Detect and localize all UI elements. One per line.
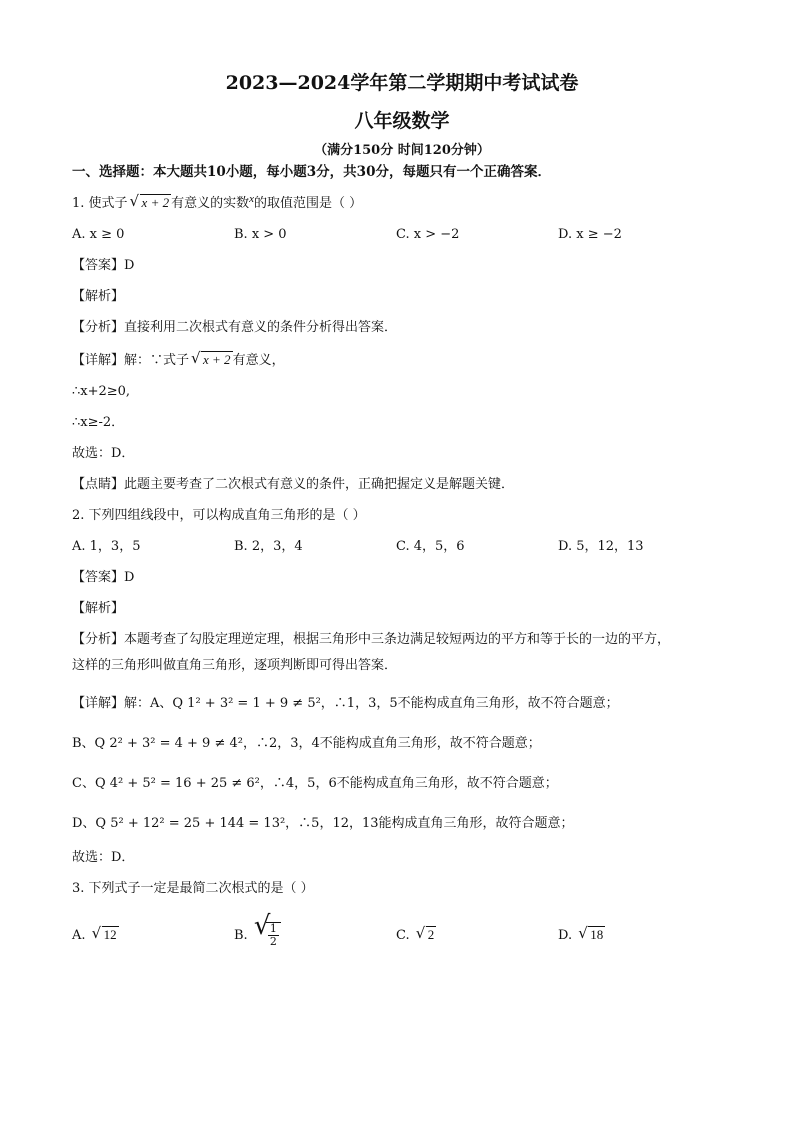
q2-option-a: A. 1，3，5 bbox=[72, 539, 141, 554]
q3-option-b-num: 1 bbox=[269, 922, 277, 935]
q1-xiangjie-sqrt: √ x + 2 bbox=[191, 349, 231, 367]
q1-choose: 故选：D． bbox=[72, 446, 135, 461]
q2-option-c: C. 4，5，6 bbox=[396, 539, 465, 554]
q3-option-a-sqrt: √ 12 bbox=[91, 923, 117, 942]
q3-option-d-sqrt: √ 18 bbox=[578, 923, 604, 942]
q3-option-b bbox=[234, 911, 396, 948]
q3-option-b-den: 2 bbox=[269, 935, 277, 948]
q1-radicand: x + 2 bbox=[141, 195, 170, 210]
q2-fenxi-1: 【分析】本题考查了勾股定理逆定理，根据三角形中三条边满足较短两边的平方和等于长的一边的平方， bbox=[72, 632, 671, 647]
q1-dianjing: 【点睛】此题主要考查了二次根式有意义的条件，正确把握定义是解题关键． bbox=[72, 477, 515, 492]
q1-stem-b: 有意义的实数 bbox=[171, 196, 250, 211]
q1-xiangjie-b: 有意义， bbox=[232, 353, 285, 368]
q1-stem-a: 1. 使式子 bbox=[72, 196, 128, 211]
q1-option-a: A. x ≥ 0 bbox=[72, 227, 125, 242]
q1-xiangjie-a: 【详解】解：∵式子 bbox=[72, 353, 190, 368]
q1-sqrt: √ x + 2 bbox=[129, 192, 170, 210]
section-heading: 一、选择题：本大题共10小题，每小题3分，共30分，每题只有一个正确答案． bbox=[72, 164, 551, 180]
q3-option-c-label: C. bbox=[396, 927, 410, 943]
q3-options bbox=[72, 911, 732, 953]
q1-step2: ∴x≥-2． bbox=[72, 415, 125, 430]
q1-options bbox=[72, 225, 732, 245]
q3-option-d-label: D. bbox=[558, 927, 573, 943]
q2-xiangjie-a: 【详解】解：A、Q 1² + 3² = 1 + 9 ≠ 5²，∴1，3，5不能构成直角三角形，故不符合题意； bbox=[72, 696, 619, 711]
q2-xiangjie-d: D、Q 5² + 12² = 25 + 144 = 13²，∴5，12，13能构成直角三角形，故符合题意； bbox=[72, 816, 574, 831]
q2-options bbox=[72, 537, 732, 557]
q1-stem bbox=[72, 193, 732, 214]
q2-xiangjie-b: B、Q 2² + 3² = 4 + 9 ≠ 4²，∴2，3，4不能构成直角三角形，故不符合题意； bbox=[72, 736, 541, 751]
q3-option-a-label: A. bbox=[72, 927, 86, 943]
q1-option-c: C. x > −2 bbox=[396, 227, 460, 242]
exam-title: 2023—2024学年第二学期期中考试试卷 bbox=[225, 72, 579, 94]
q1-stem-c: 的取值范围是（ ） bbox=[254, 196, 363, 211]
q1-xiangjie bbox=[72, 350, 732, 371]
exam-info: （满分150分 时间120分钟） bbox=[314, 143, 490, 158]
q3-option-a bbox=[72, 925, 234, 946]
exam-page bbox=[72, 70, 732, 953]
q2-fenxi-2: 这样的三角形叫做直角三角形，逐项判断即可得出答案． bbox=[72, 658, 398, 673]
q1-xiangjie-radicand: x + 2 bbox=[203, 352, 231, 367]
q3-option-d bbox=[558, 925, 720, 946]
exam-grade: 八年级数学 bbox=[354, 110, 450, 132]
q3-option-a-value: 12 bbox=[103, 926, 117, 942]
q1-fenxi: 【分析】直接利用二次根式有意义的条件分析得出答案． bbox=[72, 320, 398, 335]
q1-option-b: B. x > 0 bbox=[234, 227, 287, 242]
q2-stem: 2. 下列四组线段中，可以构成直角三角形的是（ ） bbox=[72, 508, 366, 523]
q2-choose: 故选：D． bbox=[72, 850, 135, 865]
q2-option-b: B. 2，3，4 bbox=[234, 539, 303, 554]
q1-analysis-title: 【解析】 bbox=[72, 289, 125, 304]
q2-answer: 【答案】D bbox=[72, 570, 135, 585]
q2-option-d: D. 5，12，13 bbox=[558, 539, 644, 554]
q2-analysis-title: 【解析】 bbox=[72, 601, 125, 616]
q1-option-d: D. x ≥ −2 bbox=[558, 227, 622, 242]
q3-option-b-sqrt: √ $\frac{1}{2}$ bbox=[254, 922, 281, 948]
q1-var: x bbox=[249, 193, 254, 205]
q2-xiangjie-c: C、Q 4² + 5² = 16 + 25 ≠ 6²，∴4，5，6不能构成直角三角形，故不符合题意； bbox=[72, 776, 558, 791]
q1-answer: 【答案】D bbox=[72, 258, 135, 273]
q3-option-c-value: 2 bbox=[427, 926, 435, 942]
q3-stem: 3. 下列式子一定是最简二次根式的是（ ） bbox=[72, 881, 314, 896]
q3-option-d-value: 18 bbox=[590, 926, 604, 942]
q3-option-b-label: B. bbox=[234, 928, 248, 943]
q3-option-c-sqrt: √ 2 bbox=[415, 923, 435, 942]
q3-option-c bbox=[396, 925, 558, 946]
q1-step1: ∴x+2≥0, bbox=[72, 384, 131, 399]
